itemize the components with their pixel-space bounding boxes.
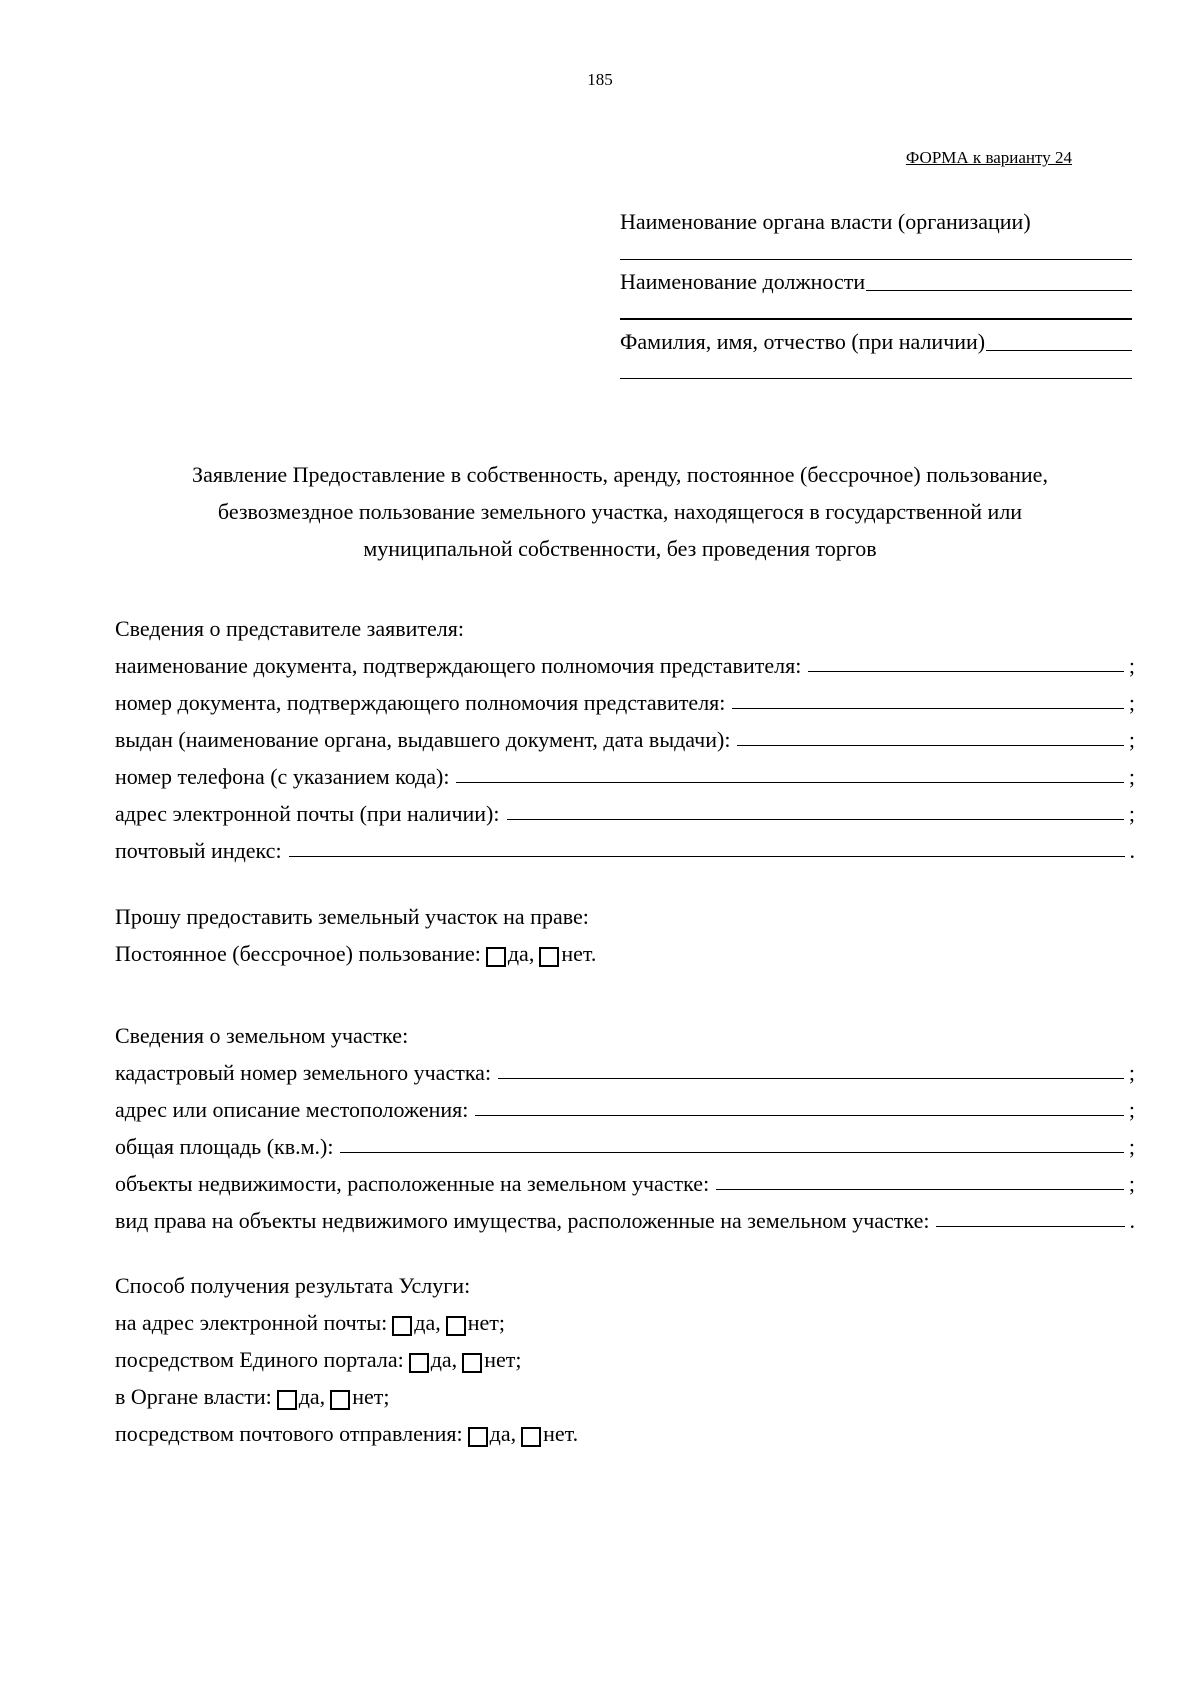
land-plot-section bbox=[115, 1012, 1135, 1234]
delivery-heading: Способ получения результата Услуги: bbox=[115, 1273, 471, 1298]
field-label: почтовый индекс: bbox=[115, 838, 282, 863]
option-label: Постоянное (бессрочное) пользование: bbox=[115, 941, 481, 966]
delivery-authority-option: в Органе власти: да, нет; bbox=[115, 1384, 390, 1409]
fio-blank[interactable] bbox=[986, 350, 1132, 351]
representative-heading: Сведения о представителе заявителя: bbox=[115, 616, 464, 641]
yes-checkbox[interactable] bbox=[392, 1316, 412, 1336]
page-number: 185 bbox=[587, 70, 613, 89]
yes-checkbox[interactable] bbox=[409, 1353, 429, 1373]
yes-checkbox[interactable] bbox=[486, 947, 506, 967]
form-reference: ФОРМА к варианту 24 bbox=[905, 148, 1072, 167]
rep-postal-code-field: почтовый индекс: . bbox=[115, 838, 1135, 863]
rep-issued-by-field: выдан (наименование органа, выдавшего документ, дата выдачи): ; bbox=[115, 727, 1135, 752]
field-label: адрес электронной почты (при наличии): bbox=[115, 801, 500, 826]
field-blank[interactable] bbox=[289, 856, 1125, 857]
title-line-2: безвозмездное пользование земельного участка, находящегося в государственной или bbox=[217, 499, 1023, 524]
land-plot-heading: Сведения о земельном участке: bbox=[115, 1023, 409, 1048]
field-blank[interactable] bbox=[456, 782, 1123, 783]
option-label: на адрес электронной почты: bbox=[115, 1310, 388, 1335]
addressee-authority bbox=[620, 208, 1132, 236]
field-blank[interactable] bbox=[498, 1078, 1124, 1079]
field-blank[interactable] bbox=[340, 1152, 1123, 1153]
delivery-section bbox=[115, 1262, 1135, 1447]
position-label: Наименование должности bbox=[620, 269, 866, 294]
delivery-post-option: посредством почтового отправления: да, нет. bbox=[115, 1421, 579, 1446]
field-blank[interactable] bbox=[475, 1115, 1123, 1116]
field-label: наименование документа, подтверждающего полномочия представителя: bbox=[115, 653, 802, 678]
document-title bbox=[130, 456, 1110, 567]
rep-phone-field: номер телефона (с указанием кода): ; bbox=[115, 764, 1135, 789]
option-label: посредством почтового отправления: bbox=[115, 1421, 463, 1446]
title-line-1: Заявление Предоставление в собственность, аренду, постоянное (бессрочное) пользование, bbox=[192, 462, 1048, 487]
field-blank[interactable] bbox=[936, 1226, 1124, 1227]
field-label: общая площадь (кв.м.): bbox=[115, 1134, 334, 1159]
authority-label: Наименование органа власти (организации) bbox=[620, 209, 1031, 234]
field-label: выдан (наименование органа, выдавшего документ, дата выдачи): bbox=[115, 727, 731, 752]
permanent-use-option: Постоянное (бессрочное) пользование: да, нет. bbox=[115, 941, 597, 966]
area-field: общая площадь (кв.м.): ; bbox=[115, 1134, 1135, 1159]
request-section bbox=[115, 893, 1135, 967]
field-label: кадастровый номер земельного участка: bbox=[115, 1060, 492, 1085]
request-heading: Прошу предоставить земельный участок на праве: bbox=[115, 904, 589, 929]
no-checkbox[interactable] bbox=[539, 947, 559, 967]
right-type-field: вид права на объекты недвижимого имущества, расположенные на земельном участке: . bbox=[115, 1208, 1135, 1233]
field-blank[interactable] bbox=[507, 819, 1124, 820]
field-label: номер телефона (с указанием кода): bbox=[115, 764, 450, 789]
fio-blank-line[interactable] bbox=[620, 378, 1132, 379]
location-field: адрес или описание местоположения: ; bbox=[115, 1097, 1135, 1122]
position-blank[interactable] bbox=[866, 290, 1132, 291]
position-blank-line[interactable] bbox=[620, 318, 1132, 320]
rep-document-number-field: номер документа, подтверждающего полномочия представителя: ; bbox=[115, 690, 1135, 715]
field-label: вид права на объекты недвижимого имущества, расположенные на земельном участке: bbox=[115, 1208, 930, 1233]
field-blank[interactable] bbox=[737, 745, 1123, 746]
delivery-email-option: на адрес электронной почты: да, нет; bbox=[115, 1310, 505, 1335]
field-label: объекты недвижимости, расположенные на земельном участке: bbox=[115, 1171, 710, 1196]
addressee-position bbox=[620, 268, 1132, 296]
field-label: номер документа, подтверждающего полномочия представителя: bbox=[115, 690, 726, 715]
yes-checkbox[interactable] bbox=[277, 1390, 297, 1410]
authority-blank-line[interactable] bbox=[620, 259, 1132, 260]
option-label: посредством Единого портала: bbox=[115, 1347, 404, 1372]
field-label: адрес или описание местоположения: bbox=[115, 1097, 469, 1122]
field-blank[interactable] bbox=[732, 708, 1123, 709]
real-estate-objects-field: объекты недвижимости, расположенные на земельном участке: ; bbox=[115, 1171, 1135, 1196]
no-checkbox[interactable] bbox=[330, 1390, 350, 1410]
no-checkbox[interactable] bbox=[521, 1427, 541, 1447]
addressee-fio bbox=[620, 328, 1132, 356]
no-checkbox[interactable] bbox=[446, 1316, 466, 1336]
field-blank[interactable] bbox=[808, 671, 1124, 672]
delivery-portal-option: посредством Единого портала: да, нет; bbox=[115, 1347, 522, 1372]
cadastral-number-field: кадастровый номер земельного участка: ; bbox=[115, 1060, 1135, 1085]
representative-section bbox=[115, 605, 1135, 864]
fio-label: Фамилия, имя, отчество (при наличии) bbox=[620, 329, 986, 354]
option-label: в Органе власти: bbox=[115, 1384, 272, 1409]
yes-checkbox[interactable] bbox=[468, 1427, 488, 1447]
rep-document-name-field: наименование документа, подтверждающего полномочия представителя: ; bbox=[115, 653, 1135, 678]
rep-email-field: адрес электронной почты (при наличии): ; bbox=[115, 801, 1135, 826]
title-line-3: муниципальной собственности, без проведения торгов bbox=[363, 536, 877, 561]
no-checkbox[interactable] bbox=[462, 1353, 482, 1373]
field-blank[interactable] bbox=[716, 1189, 1124, 1190]
